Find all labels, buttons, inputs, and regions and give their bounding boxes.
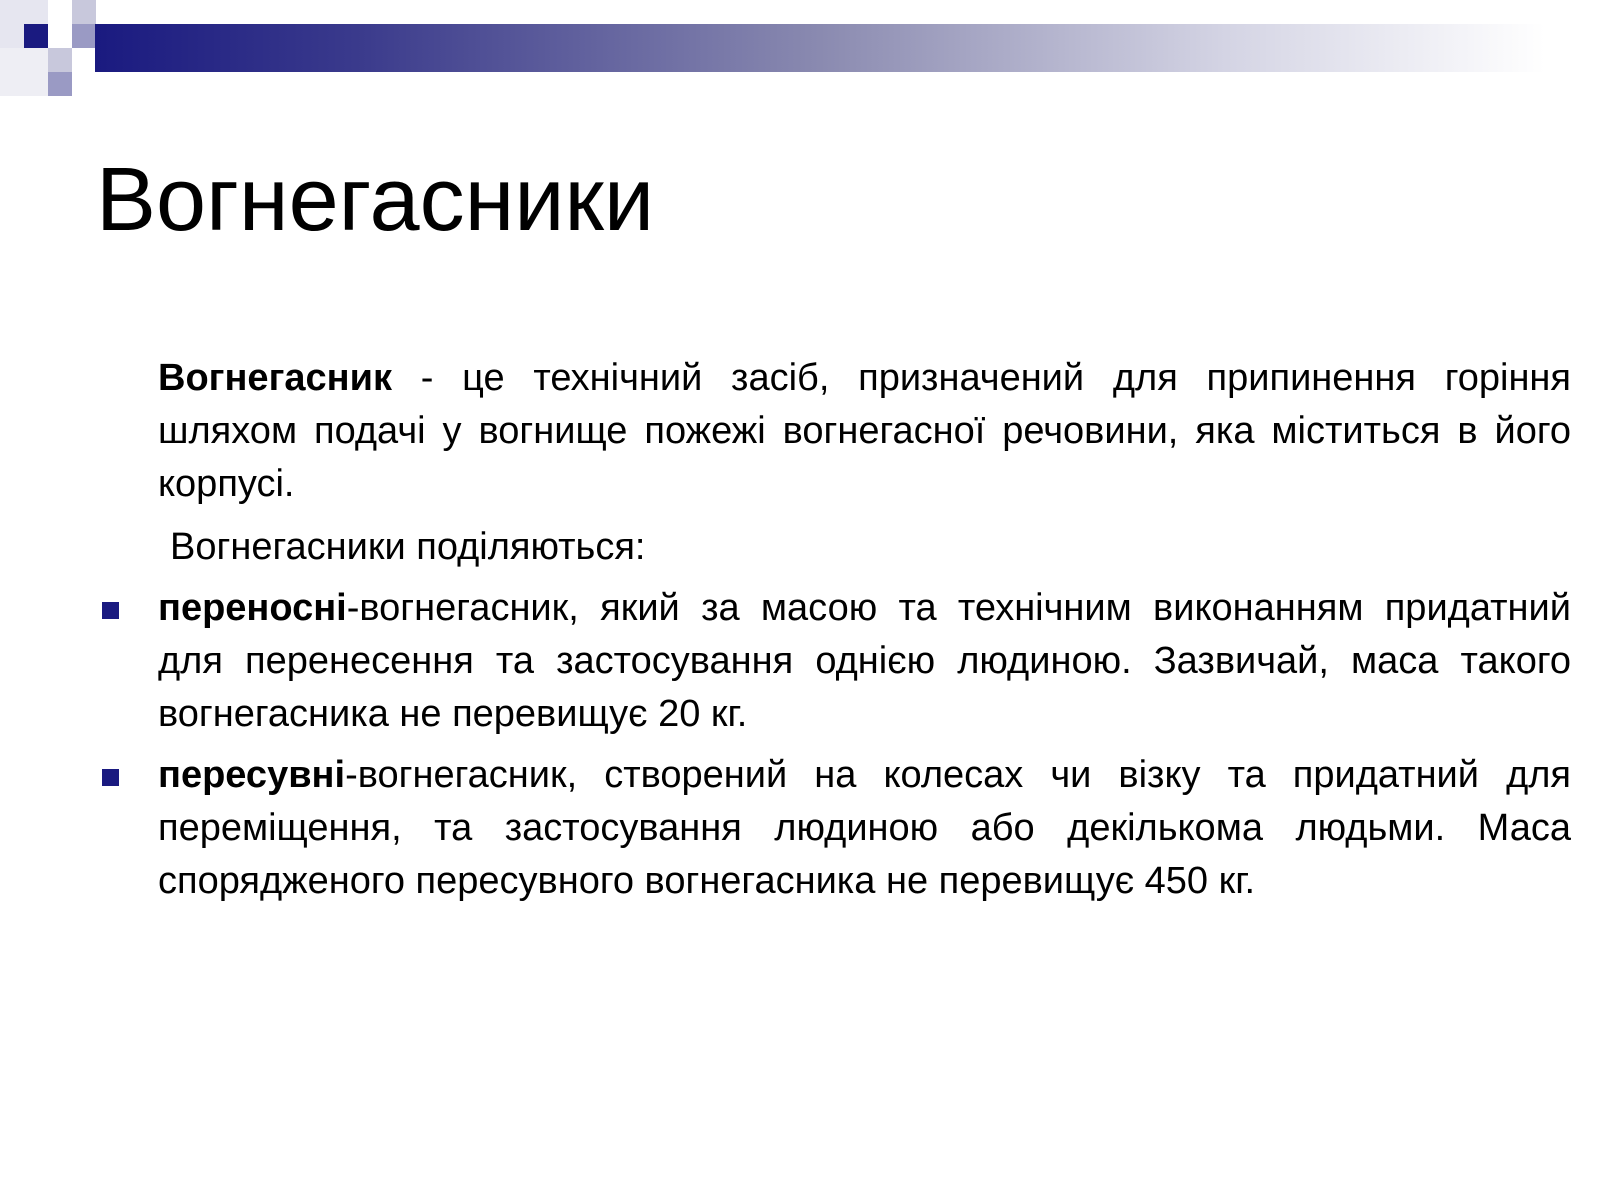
bullet-item-mobile (96, 749, 1571, 908)
square-bullet-icon (102, 602, 119, 619)
bullet-text: -вогнегасник, створений на колесах чи візку та придатний для переміщення, та застосування людиною або декількома людьми. Маса спорядженого пересувного вогнегасника не перевищує 450 кг. (158, 754, 1571, 902)
square-bullet-icon (102, 769, 119, 786)
definition-term: Вогнегасник (158, 357, 392, 399)
bullet-term: пересувні (158, 754, 346, 796)
decor-square (48, 72, 72, 96)
definition-paragraph (96, 352, 1571, 511)
definition-text: - це технічний засіб, призначений для припинення горіння шляхом подачі у вогнище пожежі вогнегасної речовини, яка міститься в його корпусі. (158, 357, 1571, 505)
decor-square (24, 24, 48, 48)
header-gradient-band (95, 24, 1545, 72)
bullet-term: переносні (158, 587, 347, 629)
slide-content (96, 352, 1571, 916)
decor-square (72, 24, 96, 48)
decor-square (48, 48, 72, 72)
intro-line: Вогнегасники поділяються: (170, 526, 646, 568)
decor-square (72, 0, 96, 24)
bullet-text: -вогнегасник, який за масою та технічним виконанням придатний для перенесення та застосування однією людиною. Зазвичай, маса такого вогнегасника не перевищує 20 кг. (158, 587, 1571, 735)
decor-square (0, 48, 48, 96)
slide-title: Вогнегасники (96, 150, 655, 250)
bullet-item-portable (96, 582, 1571, 741)
decor-square (72, 48, 96, 72)
